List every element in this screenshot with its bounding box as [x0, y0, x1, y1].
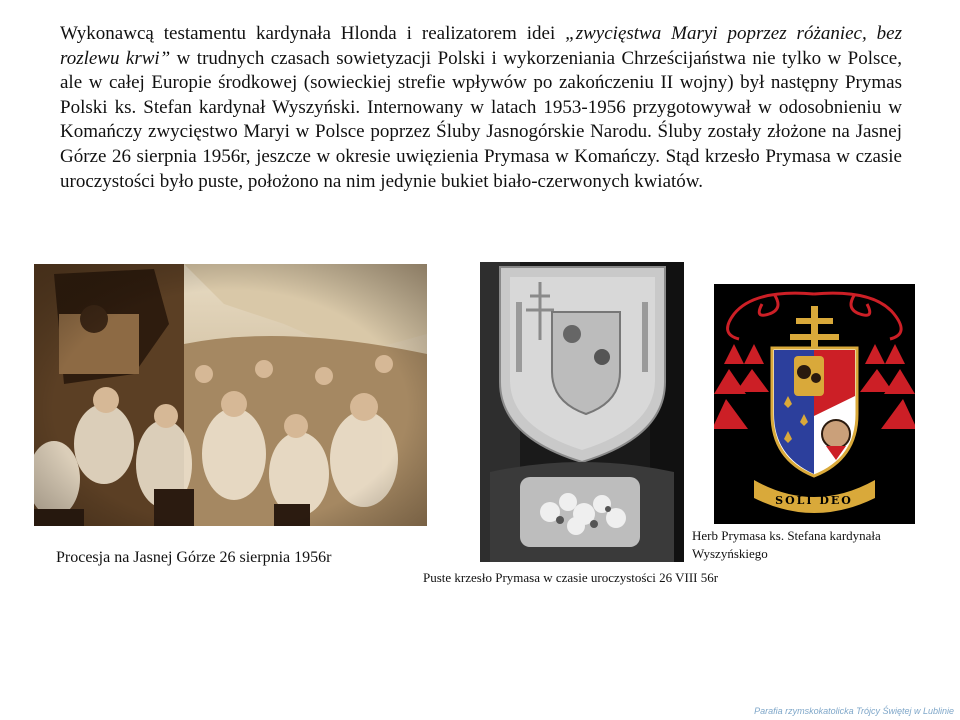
coat-of-arms-image	[714, 284, 915, 524]
paragraph-part-2: w trudnych czasach sowietyzacji Polski i wykorzeniania Chrześcijaństwa nie tylko w Polsce, ale w całej Europie środkowej (sowieckiej strefie wpływów po zakończeniu II wojny) był następny Prymas Polski ks. Stefan kardynał Wyszyński. Internowany w latach 1953-1956 przygotowywał w odosobnieniu w Komańczy zwycięstwo Maryi w Polsce poprzez Śluby Jasnogórskie Narodu. Śluby zostały złożone na Jasnej Górze 26 sierpnia 1956r, jeszcze w okresie uwięzienia Prymasa w Komańczy. Stąd krzesło Prymasa w czasie uroczystości było puste, położono na nim jedynie bukiet biało-czerwonych kwiatów.	[60, 47, 902, 192]
chair-caption: Puste krzesło Prymasa w czasie uroczystości 26 VIII 56r	[423, 570, 719, 585]
coat-of-arms-caption-line2: Wyszyńskiego	[692, 546, 768, 561]
coat-of-arms-motto: SOLI DEO	[775, 494, 853, 507]
footer-parish-name: Parafia rzymskokatolicka Trójcy Świętej w Lublinie	[754, 706, 954, 716]
paragraph-part-1: Wykonawcą testamentu kardynała Hlonda i realizatorem idei	[60, 23, 566, 44]
main-paragraph	[60, 22, 902, 194]
procession-caption: Procesja na Jasnej Górze 26 sierpnia 1956r	[56, 549, 332, 566]
procession-photo	[34, 264, 427, 526]
coat-of-arms-caption-line1: Herb Prymasa ks. Stefana kardynała	[692, 528, 881, 543]
paragraph-quote: „zwycięstwa Maryi poprzez różaniec, bez rozlewu krwi”	[60, 23, 902, 69]
empty-chair-photo	[480, 262, 684, 562]
